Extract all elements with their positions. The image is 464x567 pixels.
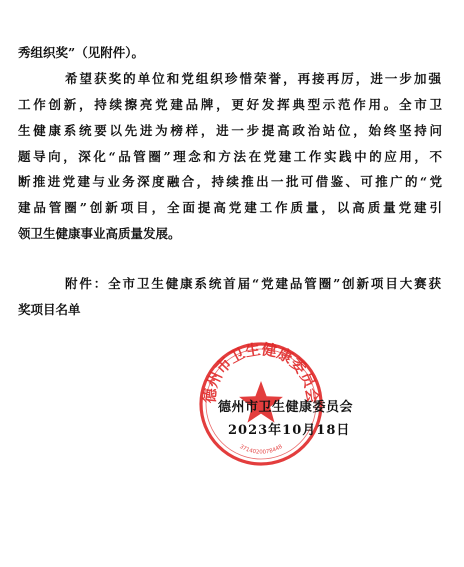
body-line-7: 建品管圈”创新项目，全面提高党建工作质量，以高质量党建引 — [18, 200, 442, 215]
body-line-5: 题导向，深化“品管圈”理念和方法在党建工作实践中的应用，不 — [18, 149, 442, 164]
issuing-organization: 德州市卫生健康委员会 — [218, 400, 354, 415]
seal-number: 3714020078448 — [238, 443, 284, 456]
body-line-3: 工作创新，持续擦亮党建品牌，更好发挥典型示范作用。全市卫 — [18, 97, 442, 112]
body-line-8: 领卫生健康事业高质量发展。 — [18, 226, 181, 241]
attachment-line-2: 奖项目名单 — [18, 302, 81, 317]
attachment-line-1: 附件：全市卫生健康系统首届“党建品管圈”创新项目大赛获 — [65, 276, 441, 291]
body-line-2: 希望获奖的单位和党组织珍惜荣誉，再接再厉，进一步加强 — [65, 71, 441, 86]
body-line-6: 断推进党建与业务深度融合，持续推出一批可借鉴、可推广的“党 — [18, 174, 442, 189]
seal-text: 德州市卫生健康委员会 — [200, 340, 322, 405]
body-line-1: 秀组织奖”（见附件）。 — [18, 45, 144, 60]
body-line-4: 生健康系统要以先进为榜样，进一步提高政治站位，始终坚持问 — [18, 123, 442, 138]
svg-text:3714020078448 — [238, 444, 284, 456]
issue-date: 2023年10月18日 — [228, 423, 351, 438]
